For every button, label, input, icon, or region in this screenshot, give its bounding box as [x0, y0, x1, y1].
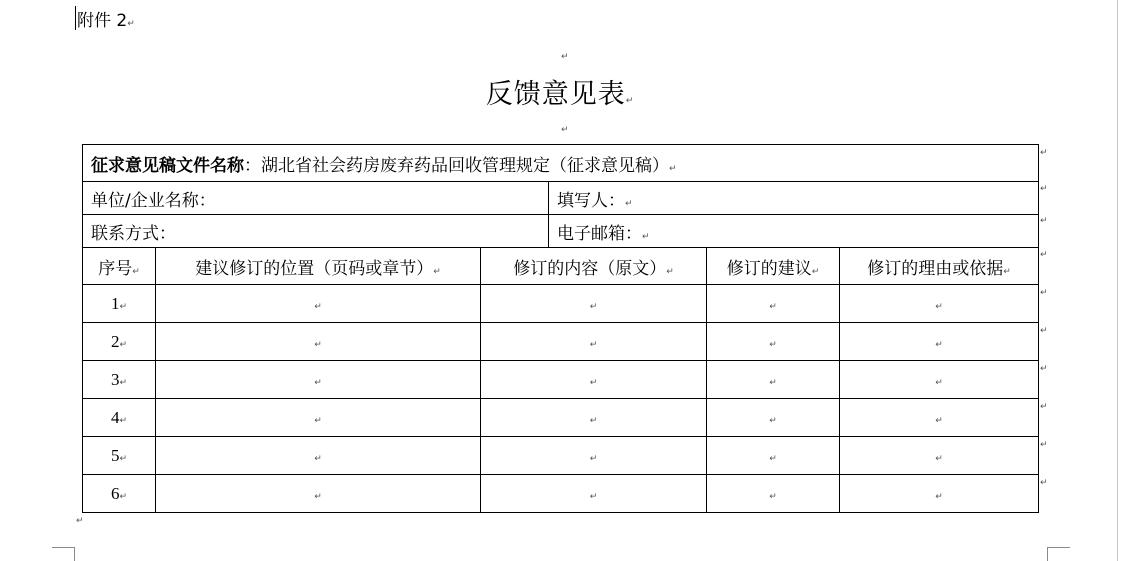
original-content-cell[interactable]	[481, 323, 707, 361]
header-location: 建议修订的位置（页码或章节）↵	[156, 248, 481, 285]
email-label: 电子邮箱：	[557, 223, 642, 244]
table-row	[83, 361, 1039, 399]
document-name-row	[83, 145, 1039, 182]
paragraph-mark-icon: ↵	[127, 19, 135, 29]
page-corner-mark-left	[52, 547, 75, 561]
paragraph-mark-icon: ↵	[119, 377, 128, 388]
row-end-mark-icon: ↵	[1040, 478, 1048, 488]
paragraph-mark-icon: ↵	[589, 415, 598, 426]
table-row	[83, 323, 1039, 361]
paragraph-mark-icon: ↵	[625, 198, 633, 209]
original-content-cell[interactable]	[481, 437, 707, 475]
table-row	[83, 475, 1039, 513]
paragraph-mark-icon: ↵	[119, 453, 128, 464]
paragraph-mark-icon: ↵	[589, 301, 598, 312]
paragraph-mark-icon: ↵	[589, 453, 598, 464]
unit-name-cell[interactable]	[83, 182, 549, 215]
paragraph-mark-icon: ↵	[561, 125, 569, 135]
paragraph-mark-icon: ↵	[119, 301, 128, 312]
paragraph-mark-icon: ↵	[935, 453, 943, 464]
paragraph-mark-icon: ↵	[119, 415, 128, 426]
row-index-cell[interactable]: 5↵	[83, 437, 156, 475]
row-end-mark-icon: ↵	[1040, 402, 1048, 412]
paragraph-mark-icon: ↵	[935, 339, 943, 350]
row-index-cell[interactable]: 2↵	[83, 323, 156, 361]
unit-name-label: 单位/企业名称：	[91, 190, 216, 211]
reason-cell[interactable]	[840, 475, 1039, 513]
text-cursor	[75, 6, 76, 30]
title-text: 反馈意见表	[485, 79, 626, 110]
paragraph-mark-icon: ↵	[119, 491, 128, 502]
header-reason: 修订的理由或依据↵	[840, 248, 1039, 285]
row-end-mark-icon: ↵	[1040, 288, 1048, 298]
reason-cell[interactable]	[840, 361, 1039, 399]
row-end-mark-icon: ↵	[1040, 184, 1048, 194]
row-end-mark-icon: ↵	[1040, 216, 1048, 226]
header-index: 序号↵	[83, 248, 156, 285]
suggestion-cell[interactable]	[707, 361, 840, 399]
paragraph-mark-icon: ↵	[589, 491, 598, 502]
paragraph-mark-icon: ↵	[1003, 266, 1011, 277]
paragraph-mark-icon: ↵	[76, 516, 84, 526]
table-row	[83, 437, 1039, 475]
paragraph-mark-icon: ↵	[625, 96, 635, 106]
contact-row	[83, 215, 1039, 248]
reason-cell[interactable]	[840, 399, 1039, 437]
table-row	[83, 399, 1039, 437]
original-content-cell[interactable]	[481, 475, 707, 513]
paragraph-mark-icon: ↵	[314, 453, 322, 464]
contact-label: 联系方式：	[91, 223, 176, 244]
paragraph-mark-icon: ↵	[811, 266, 820, 277]
document-name-cell[interactable]	[83, 145, 1039, 182]
table-row	[83, 285, 1039, 323]
original-content-cell[interactable]	[481, 285, 707, 323]
paragraph-mark-icon: ↵	[769, 377, 777, 388]
document-name-label: 征求意见稿文件名称	[91, 155, 244, 176]
paragraph-mark-icon: ↵	[769, 453, 777, 464]
row-index-cell[interactable]: 6↵	[83, 475, 156, 513]
suggestion-cell[interactable]	[707, 399, 840, 437]
original-content-cell[interactable]	[481, 361, 707, 399]
reason-cell[interactable]	[840, 323, 1039, 361]
paragraph-mark-icon: ↵	[769, 301, 777, 312]
row-index-cell[interactable]: 4↵	[83, 399, 156, 437]
row-end-mark-icon: ↵	[1040, 364, 1048, 374]
row-index-cell[interactable]: 3↵	[83, 361, 156, 399]
paragraph-mark-icon: ↵	[314, 301, 322, 312]
paragraph-mark-icon: ↵	[769, 339, 777, 350]
location-cell[interactable]	[156, 437, 481, 475]
unit-row	[83, 182, 1039, 215]
feedback-table	[82, 144, 1039, 513]
location-cell[interactable]	[156, 361, 481, 399]
paragraph-mark-icon: ↵	[314, 339, 322, 350]
filler-cell[interactable]	[549, 182, 1039, 215]
filler-label: 填写人：	[557, 190, 625, 211]
table-header-row	[83, 248, 1039, 285]
location-cell[interactable]	[156, 399, 481, 437]
paragraph-mark-icon: ↵	[769, 415, 777, 426]
paragraph-mark-icon: ↵	[314, 377, 322, 388]
page-right-edge	[1117, 0, 1118, 561]
row-index-cell[interactable]: 1↵	[83, 285, 156, 323]
header-original-content: 修订的内容（原文）↵	[481, 248, 707, 285]
location-cell[interactable]	[156, 323, 481, 361]
paragraph-mark-icon: ↵	[314, 415, 322, 426]
reason-cell[interactable]	[840, 285, 1039, 323]
row-end-mark-icon: ↵	[1040, 440, 1048, 450]
suggestion-cell[interactable]	[707, 323, 840, 361]
attachment-label	[77, 6, 135, 31]
paragraph-mark-icon: ↵	[589, 377, 598, 388]
paragraph-mark-icon: ↵	[314, 491, 322, 502]
attachment-text: 附件 2	[77, 11, 128, 31]
page-corner-mark-right	[1047, 547, 1070, 561]
suggestion-cell[interactable]	[707, 437, 840, 475]
page-title	[440, 72, 680, 111]
paragraph-mark-icon: ↵	[935, 301, 943, 312]
paragraph-mark-icon: ↵	[119, 339, 128, 350]
paragraph-mark-icon: ↵	[769, 491, 777, 502]
email-cell[interactable]	[549, 215, 1039, 248]
paragraph-mark-icon: ↵	[433, 266, 441, 277]
suggestion-cell[interactable]	[707, 285, 840, 323]
reason-cell[interactable]	[840, 437, 1039, 475]
paragraph-mark-icon: ↵	[666, 266, 674, 277]
row-end-mark-icon: ↵	[1040, 326, 1048, 336]
paragraph-mark-icon: ↵	[935, 377, 943, 388]
location-cell[interactable]	[156, 285, 481, 323]
paragraph-mark-icon: ↵	[642, 231, 650, 242]
contact-cell[interactable]	[83, 215, 549, 248]
paragraph-mark-icon: ↵	[132, 266, 140, 277]
row-end-mark-icon: ↵	[1040, 250, 1048, 260]
row-end-mark-icon: ↵	[1040, 148, 1048, 158]
original-content-cell[interactable]	[481, 399, 707, 437]
document-name-value: ：湖北省社会药房废弃药品回收管理规定（征求意见稿）	[244, 155, 669, 176]
header-suggestion: 修订的建议↵	[707, 248, 840, 285]
paragraph-mark-icon: ↵	[561, 52, 569, 62]
paragraph-mark-icon: ↵	[669, 163, 677, 174]
paragraph-mark-icon: ↵	[589, 339, 598, 350]
location-cell[interactable]	[156, 475, 481, 513]
paragraph-mark-icon: ↵	[935, 415, 943, 426]
paragraph-mark-icon: ↵	[935, 491, 943, 502]
suggestion-cell[interactable]	[707, 475, 840, 513]
